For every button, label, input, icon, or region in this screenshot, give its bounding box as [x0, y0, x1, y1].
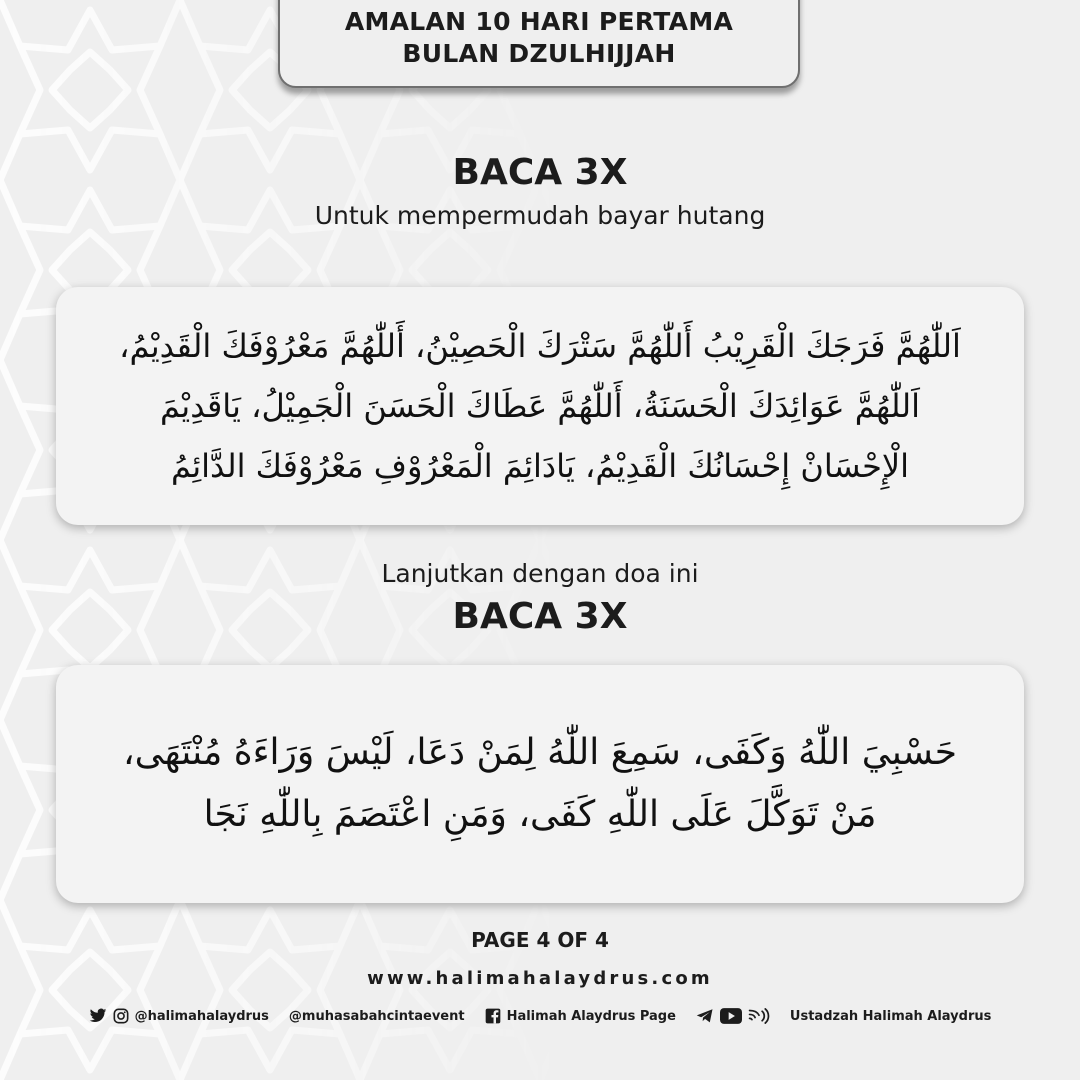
header-banner [278, 0, 800, 88]
dua-card-1 [56, 287, 1024, 525]
dua-1-line-1: اَللّٰهُمَّ فَرَجَكَ الْقَرِيْبُ أَللّٰهُمَّ سَتْرَكَ الْحَصِيْنُ، أَللّٰهُمَّ مَعْرُوْفَكَ الْقَدِيْمُ، [119, 327, 961, 365]
dua-1-line-2: اَللّٰهُمَّ عَوَائِدَكَ الْحَسَنَةُ، أَللّٰهُمَّ عَطَاكَ الْحَسَنَ الْجَمِيْلُ، يَاقَدِيْمَ [160, 387, 920, 425]
dua-card-2 [56, 665, 1024, 903]
dua-2-line-1: حَسْبِيَ اللّٰهُ وَكَفَى، سَمِعَ اللّٰهُ لِمَنْ دَعَا، لَيْسَ وَرَاءَهُ مُنْتَهَى، [123, 732, 957, 773]
facebook-page-name[interactable]: Halimah Alaydrus Page [506, 1008, 676, 1024]
podcast-icon[interactable] [748, 1008, 770, 1024]
dua-2-line-2: مَنْ تَوَكَّلَ عَلَى اللّٰهِ كَفَى، وَمَنِ اعْتَصَمَ بِاللّٰهِ نَجَا [203, 794, 877, 835]
dua-1-line-3: الْإِحْسَانْ إِحْسَانُكَ الْقَدِيْمُ، يَادَائِمَ الْمَعْرُوْفِ مَعْرُوْفَكَ الدَّائِمُ [170, 447, 910, 485]
social-bar [0, 1008, 1080, 1024]
facebook-icon[interactable] [485, 1008, 501, 1024]
telegram-icon[interactable] [696, 1008, 714, 1024]
section-2-title: BACA 3X [452, 596, 628, 637]
section-1-title: BACA 3X [452, 152, 628, 193]
page-indicator: PAGE 4 OF 4 [471, 928, 609, 952]
section-2-intro: Lanjutkan dengan doa ini [381, 559, 699, 588]
handle-event[interactable]: @muhasabahcintaevent [288, 1008, 465, 1024]
section-1-subtitle: Untuk mempermudah bayar hutang [314, 201, 766, 230]
header-title-line-1: AMALAN 10 HARI PERTAMA [344, 7, 734, 36]
instagram-icon[interactable] [113, 1008, 129, 1024]
channel-name[interactable]: Ustadzah Halimah Alaydrus [789, 1008, 992, 1024]
twitter-icon[interactable] [89, 1008, 107, 1024]
website-link[interactable]: www.halimahalaydrus.com [367, 968, 713, 989]
handle-personal[interactable]: @halimahalaydrus [134, 1008, 269, 1024]
header-title-line-2: BULAN DZULHIJJAH [402, 39, 676, 68]
youtube-icon[interactable] [720, 1008, 742, 1024]
